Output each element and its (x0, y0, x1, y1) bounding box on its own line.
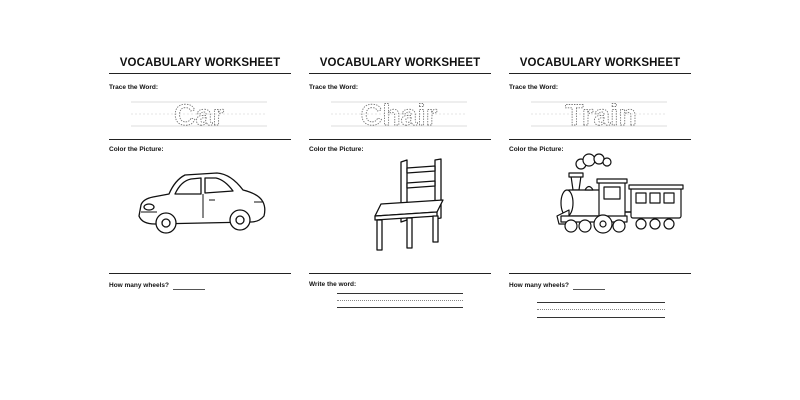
trace-label: Trace the Word: (509, 84, 559, 91)
writing-line-middle (537, 309, 665, 310)
writing-line-top (337, 293, 463, 294)
answer-line (173, 289, 205, 290)
section-rule (309, 139, 491, 140)
wheels-question: How many wheels? (109, 282, 169, 289)
section-rule (109, 139, 291, 140)
trace-word: Chair (360, 99, 438, 132)
trace-label: Trace the Word: (109, 84, 159, 91)
trace-word: Car (173, 99, 225, 132)
writing-line-middle (337, 300, 463, 301)
write-label: Write the word: (309, 281, 357, 288)
worksheet-car (109, 0, 291, 400)
trace-label: Trace the Word: (309, 84, 359, 91)
writing-line-bottom (537, 317, 665, 318)
color-label: Color the Picture: (309, 146, 364, 153)
section-rule (109, 273, 291, 274)
writing-line-bottom (337, 307, 463, 308)
color-label: Color the Picture: (509, 146, 564, 153)
title-rule (309, 73, 491, 74)
chair-picture (309, 150, 491, 260)
trace-area (109, 88, 291, 134)
section-rule (309, 273, 491, 274)
worksheet-train (509, 0, 691, 400)
answer-line (573, 289, 605, 290)
section-rule (509, 273, 691, 274)
title-rule (109, 73, 291, 74)
worksheet-title: VOCABULARY WORKSHEET (519, 57, 681, 69)
color-label: Color the Picture: (109, 146, 164, 153)
wheels-question: How many wheels? (509, 282, 569, 289)
trace-area (309, 88, 491, 134)
train-picture (509, 150, 691, 260)
trace-word: Train (565, 99, 637, 132)
writing-line-top (537, 302, 665, 303)
worksheet-title: VOCABULARY WORKSHEET (119, 57, 281, 69)
worksheet-chair (309, 0, 491, 400)
section-rule (509, 139, 691, 140)
title-rule (509, 73, 691, 74)
car-picture (109, 150, 291, 260)
trace-area (509, 88, 691, 134)
worksheet-title: VOCABULARY WORKSHEET (319, 57, 481, 69)
